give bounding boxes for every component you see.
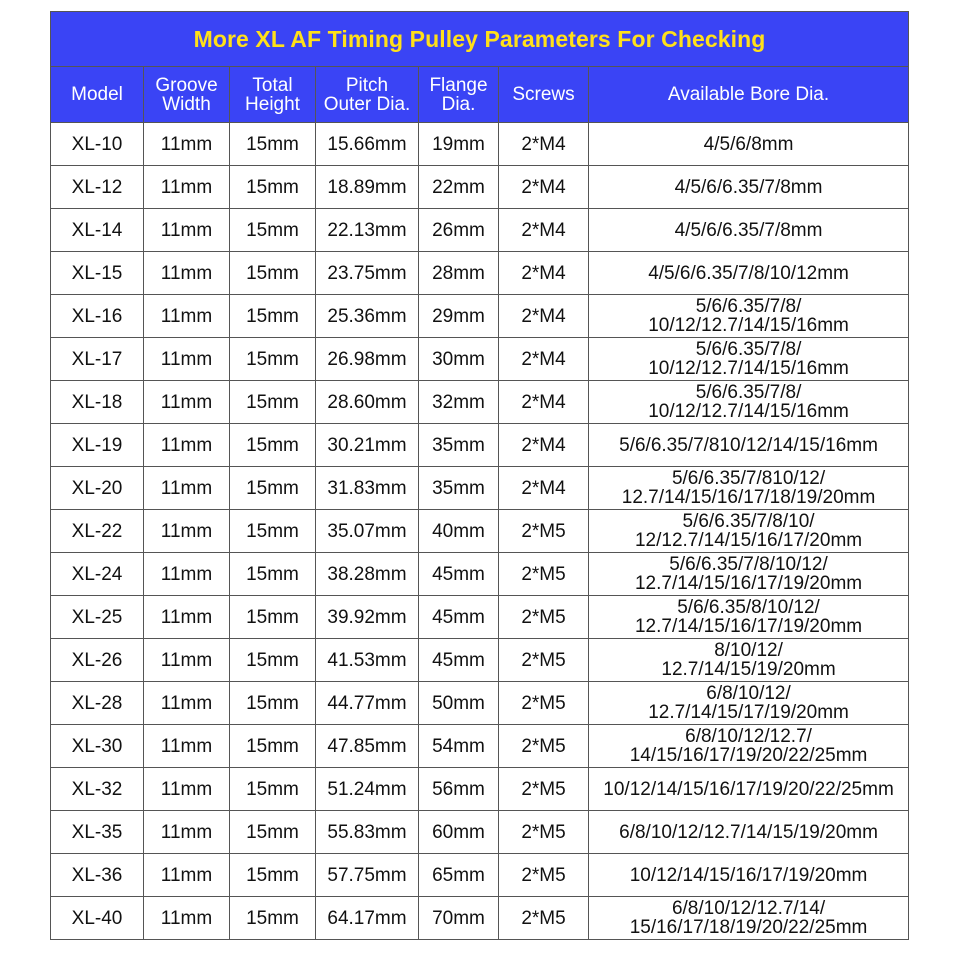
- cell-pitch-outer-dia: 41.53mm: [316, 639, 419, 682]
- header-flange-line2: Dia.: [441, 93, 476, 115]
- cell-total-height: 15mm: [230, 639, 316, 682]
- table-row: [51, 639, 909, 682]
- cell-screws: 2*M4: [499, 252, 589, 295]
- cell-screws: 2*M4: [499, 123, 589, 166]
- cell-pitch-outer-dia: 30.21mm: [316, 424, 419, 467]
- table-row: [51, 209, 909, 252]
- cell-model: XL-40: [51, 897, 144, 940]
- header-pitch-line1: Pitch: [345, 74, 389, 96]
- cell-groove-width: 11mm: [144, 639, 230, 682]
- cell-available-bore-dia: [589, 768, 909, 811]
- cell-groove-width: 11mm: [144, 854, 230, 897]
- bore-line: 12.7/14/15/16/17/19/20mm: [634, 573, 863, 594]
- cell-available-bore-dia: [589, 424, 909, 467]
- cell-flange-dia: 65mm: [419, 854, 499, 897]
- table-row: [51, 295, 909, 338]
- cell-pitch-outer-dia: 26.98mm: [316, 338, 419, 381]
- table-row: [51, 123, 909, 166]
- table-title: More XL AF Timing Pulley Parameters For Checking: [51, 12, 909, 67]
- bore-line: 12.7/14/15/16/17/19/20mm: [634, 616, 863, 637]
- table-row: [51, 596, 909, 639]
- cell-flange-dia: 70mm: [419, 897, 499, 940]
- cell-groove-width: 11mm: [144, 209, 230, 252]
- cell-screws: 2*M4: [499, 295, 589, 338]
- cell-screws: 2*M5: [499, 510, 589, 553]
- cell-screws: 2*M5: [499, 768, 589, 811]
- cell-flange-dia: 45mm: [419, 639, 499, 682]
- cell-pitch-outer-dia: 31.83mm: [316, 467, 419, 510]
- cell-groove-width: 11mm: [144, 424, 230, 467]
- cell-available-bore-dia: [589, 553, 909, 596]
- cell-groove-width: 11mm: [144, 811, 230, 854]
- cell-groove-width: 11mm: [144, 768, 230, 811]
- cell-available-bore-dia: [589, 510, 909, 553]
- cell-screws: 2*M5: [499, 897, 589, 940]
- cell-pitch-outer-dia: 47.85mm: [316, 725, 419, 768]
- cell-pitch-outer-dia: 18.89mm: [316, 166, 419, 209]
- cell-model: XL-35: [51, 811, 144, 854]
- cell-pitch-outer-dia: 44.77mm: [316, 682, 419, 725]
- cell-flange-dia: 50mm: [419, 682, 499, 725]
- cell-pitch-outer-dia: 28.60mm: [316, 381, 419, 424]
- header-row: [51, 67, 909, 123]
- bore-line: 4/5/6/6.35/7/8mm: [674, 219, 823, 241]
- table-row: [51, 424, 909, 467]
- bore-line: 10/12/12.7/14/15/16mm: [648, 315, 849, 336]
- bore-line: 12/12.7/14/15/16/17/20mm: [634, 530, 863, 551]
- cell-flange-dia: 29mm: [419, 295, 499, 338]
- header-total-height-line2: Height: [245, 93, 300, 115]
- cell-pitch-outer-dia: 57.75mm: [316, 854, 419, 897]
- header-flange-dia: [419, 67, 499, 123]
- bore-line: 5/6/6.35/7/8/: [695, 339, 802, 360]
- cell-groove-width: 11mm: [144, 252, 230, 295]
- bore-line: 12.7/14/15/19/20mm: [661, 659, 836, 680]
- bore-line: 6/8/10/12/12.7/14/: [671, 898, 826, 919]
- cell-flange-dia: 19mm: [419, 123, 499, 166]
- cell-model: XL-15: [51, 252, 144, 295]
- header-flange-line1: Flange: [429, 74, 488, 96]
- cell-model: XL-26: [51, 639, 144, 682]
- header-groove-width-line2: Width: [162, 93, 211, 115]
- cell-available-bore-dia: [589, 123, 909, 166]
- table-row: [51, 252, 909, 295]
- bore-line: 5/6/6.35/7/8/: [695, 382, 802, 403]
- cell-available-bore-dia: [589, 854, 909, 897]
- cell-available-bore-dia: [589, 338, 909, 381]
- cell-groove-width: 11mm: [144, 682, 230, 725]
- cell-pitch-outer-dia: 39.92mm: [316, 596, 419, 639]
- cell-total-height: 15mm: [230, 854, 316, 897]
- cell-total-height: 15mm: [230, 295, 316, 338]
- table-row: [51, 897, 909, 940]
- cell-total-height: 15mm: [230, 424, 316, 467]
- cell-model: XL-16: [51, 295, 144, 338]
- header-total-height-line1: Total: [252, 74, 293, 96]
- cell-pitch-outer-dia: 38.28mm: [316, 553, 419, 596]
- cell-groove-width: 11mm: [144, 295, 230, 338]
- cell-groove-width: 11mm: [144, 897, 230, 940]
- cell-pitch-outer-dia: 35.07mm: [316, 510, 419, 553]
- cell-screws: 2*M4: [499, 424, 589, 467]
- cell-available-bore-dia: [589, 209, 909, 252]
- cell-flange-dia: 45mm: [419, 553, 499, 596]
- table-row: [51, 854, 909, 897]
- cell-total-height: 15mm: [230, 768, 316, 811]
- cell-available-bore-dia: [589, 725, 909, 768]
- cell-screws: 2*M4: [499, 166, 589, 209]
- cell-total-height: 15mm: [230, 811, 316, 854]
- cell-flange-dia: 30mm: [419, 338, 499, 381]
- table-row: [51, 725, 909, 768]
- cell-screws: 2*M5: [499, 854, 589, 897]
- cell-screws: 2*M5: [499, 725, 589, 768]
- cell-groove-width: 11mm: [144, 553, 230, 596]
- bore-line: 6/8/10/12/12.7/14/15/19/20mm: [619, 821, 878, 843]
- table-row: [51, 682, 909, 725]
- header-groove-width-line1: Groove: [155, 74, 218, 96]
- cell-screws: 2*M4: [499, 338, 589, 381]
- cell-pitch-outer-dia: 64.17mm: [316, 897, 419, 940]
- cell-total-height: 15mm: [230, 897, 316, 940]
- cell-total-height: 15mm: [230, 553, 316, 596]
- cell-model: XL-32: [51, 768, 144, 811]
- header-available-bore-dia: Available Bore Dia.: [589, 67, 909, 123]
- cell-total-height: 15mm: [230, 209, 316, 252]
- cell-screws: 2*M5: [499, 596, 589, 639]
- pulley-parameters-table: [50, 11, 909, 940]
- header-model: Model: [51, 67, 144, 123]
- cell-flange-dia: 54mm: [419, 725, 499, 768]
- header-screws: Screws: [499, 67, 589, 123]
- cell-screws: 2*M4: [499, 209, 589, 252]
- cell-total-height: 15mm: [230, 252, 316, 295]
- cell-flange-dia: 35mm: [419, 467, 499, 510]
- cell-flange-dia: 60mm: [419, 811, 499, 854]
- table-row: [51, 768, 909, 811]
- cell-screws: 2*M4: [499, 467, 589, 510]
- table-row: [51, 553, 909, 596]
- cell-model: XL-14: [51, 209, 144, 252]
- bore-line: 4/5/6/6.35/7/8mm: [674, 176, 823, 198]
- cell-model: XL-25: [51, 596, 144, 639]
- pulley-parameters-sheet: [50, 11, 908, 940]
- cell-model: XL-30: [51, 725, 144, 768]
- cell-total-height: 15mm: [230, 596, 316, 639]
- header-total-height: [230, 67, 316, 123]
- bore-line: 6/8/10/12/: [706, 683, 791, 704]
- header-pitch-line2: Outer Dia.: [323, 93, 411, 115]
- cell-model: XL-19: [51, 424, 144, 467]
- cell-flange-dia: 35mm: [419, 424, 499, 467]
- cell-groove-width: 11mm: [144, 596, 230, 639]
- cell-model: XL-22: [51, 510, 144, 553]
- cell-total-height: 15mm: [230, 381, 316, 424]
- cell-total-height: 15mm: [230, 338, 316, 381]
- bore-line: 5/6/6.35/7/8/10/12/: [669, 554, 828, 575]
- cell-available-bore-dia: [589, 166, 909, 209]
- cell-flange-dia: 32mm: [419, 381, 499, 424]
- cell-total-height: 15mm: [230, 510, 316, 553]
- cell-screws: 2*M5: [499, 639, 589, 682]
- cell-groove-width: 11mm: [144, 166, 230, 209]
- bore-line: 10/12/12.7/14/15/16mm: [648, 401, 849, 422]
- cell-groove-width: 11mm: [144, 467, 230, 510]
- cell-flange-dia: 40mm: [419, 510, 499, 553]
- table-row: [51, 510, 909, 553]
- cell-available-bore-dia: [589, 897, 909, 940]
- cell-groove-width: 11mm: [144, 510, 230, 553]
- cell-model: XL-20: [51, 467, 144, 510]
- bore-line: 6/8/10/12/12.7/: [685, 726, 812, 747]
- cell-pitch-outer-dia: 22.13mm: [316, 209, 419, 252]
- cell-total-height: 15mm: [230, 682, 316, 725]
- table-row: [51, 338, 909, 381]
- cell-screws: 2*M4: [499, 381, 589, 424]
- cell-available-bore-dia: [589, 811, 909, 854]
- bore-line: 14/15/16/17/19/20/22/25mm: [629, 745, 868, 766]
- cell-available-bore-dia: [589, 381, 909, 424]
- cell-model: XL-12: [51, 166, 144, 209]
- bore-line: 4/5/6/8mm: [703, 133, 794, 155]
- cell-available-bore-dia: [589, 596, 909, 639]
- cell-model: XL-36: [51, 854, 144, 897]
- cell-model: XL-10: [51, 123, 144, 166]
- table-row: [51, 811, 909, 854]
- bore-line: 4/5/6/6.35/7/8/10/12mm: [648, 262, 849, 284]
- cell-groove-width: 11mm: [144, 123, 230, 166]
- bore-line: 5/6/6.35/7/810/12/14/15/16mm: [619, 434, 878, 456]
- cell-screws: 2*M5: [499, 682, 589, 725]
- cell-available-bore-dia: [589, 295, 909, 338]
- cell-pitch-outer-dia: 23.75mm: [316, 252, 419, 295]
- cell-available-bore-dia: [589, 682, 909, 725]
- cell-available-bore-dia: [589, 252, 909, 295]
- cell-groove-width: 11mm: [144, 381, 230, 424]
- cell-total-height: 15mm: [230, 725, 316, 768]
- bore-line: 5/6/6.35/7/8/: [695, 296, 802, 317]
- table-body: [51, 123, 909, 940]
- cell-pitch-outer-dia: 25.36mm: [316, 295, 419, 338]
- bore-line: 10/12/14/15/16/17/19/20/22/25mm: [603, 778, 894, 800]
- cell-flange-dia: 45mm: [419, 596, 499, 639]
- cell-screws: 2*M5: [499, 553, 589, 596]
- bore-line: 8/10/12/: [714, 640, 783, 661]
- bore-line: 5/6/6.35/8/10/12/: [677, 597, 820, 618]
- cell-total-height: 15mm: [230, 166, 316, 209]
- cell-pitch-outer-dia: 51.24mm: [316, 768, 419, 811]
- cell-pitch-outer-dia: 55.83mm: [316, 811, 419, 854]
- bore-line: 5/6/6.35/7/810/12/: [671, 468, 826, 489]
- bore-line: 10/12/12.7/14/15/16mm: [648, 358, 849, 379]
- cell-model: XL-18: [51, 381, 144, 424]
- cell-total-height: 15mm: [230, 123, 316, 166]
- cell-groove-width: 11mm: [144, 338, 230, 381]
- cell-pitch-outer-dia: 15.66mm: [316, 123, 419, 166]
- bore-line: 10/12/14/15/16/17/19/20mm: [629, 864, 868, 886]
- bore-line: 12.7/14/15/17/19/20mm: [648, 702, 849, 723]
- table-row: [51, 381, 909, 424]
- cell-flange-dia: 26mm: [419, 209, 499, 252]
- cell-available-bore-dia: [589, 467, 909, 510]
- bore-line: 5/6/6.35/7/8/10/: [682, 511, 815, 532]
- cell-total-height: 15mm: [230, 467, 316, 510]
- table-row: [51, 467, 909, 510]
- header-pitch-outer-dia: [316, 67, 419, 123]
- cell-model: XL-17: [51, 338, 144, 381]
- table-row: [51, 166, 909, 209]
- cell-flange-dia: 56mm: [419, 768, 499, 811]
- cell-groove-width: 11mm: [144, 725, 230, 768]
- cell-flange-dia: 22mm: [419, 166, 499, 209]
- cell-model: XL-24: [51, 553, 144, 596]
- cell-available-bore-dia: [589, 639, 909, 682]
- cell-model: XL-28: [51, 682, 144, 725]
- cell-screws: 2*M5: [499, 811, 589, 854]
- bore-line: 12.7/14/15/16/17/18/19/20mm: [621, 487, 876, 508]
- bore-line: 15/16/17/18/19/20/22/25mm: [629, 917, 868, 938]
- header-groove-width: [144, 67, 230, 123]
- cell-flange-dia: 28mm: [419, 252, 499, 295]
